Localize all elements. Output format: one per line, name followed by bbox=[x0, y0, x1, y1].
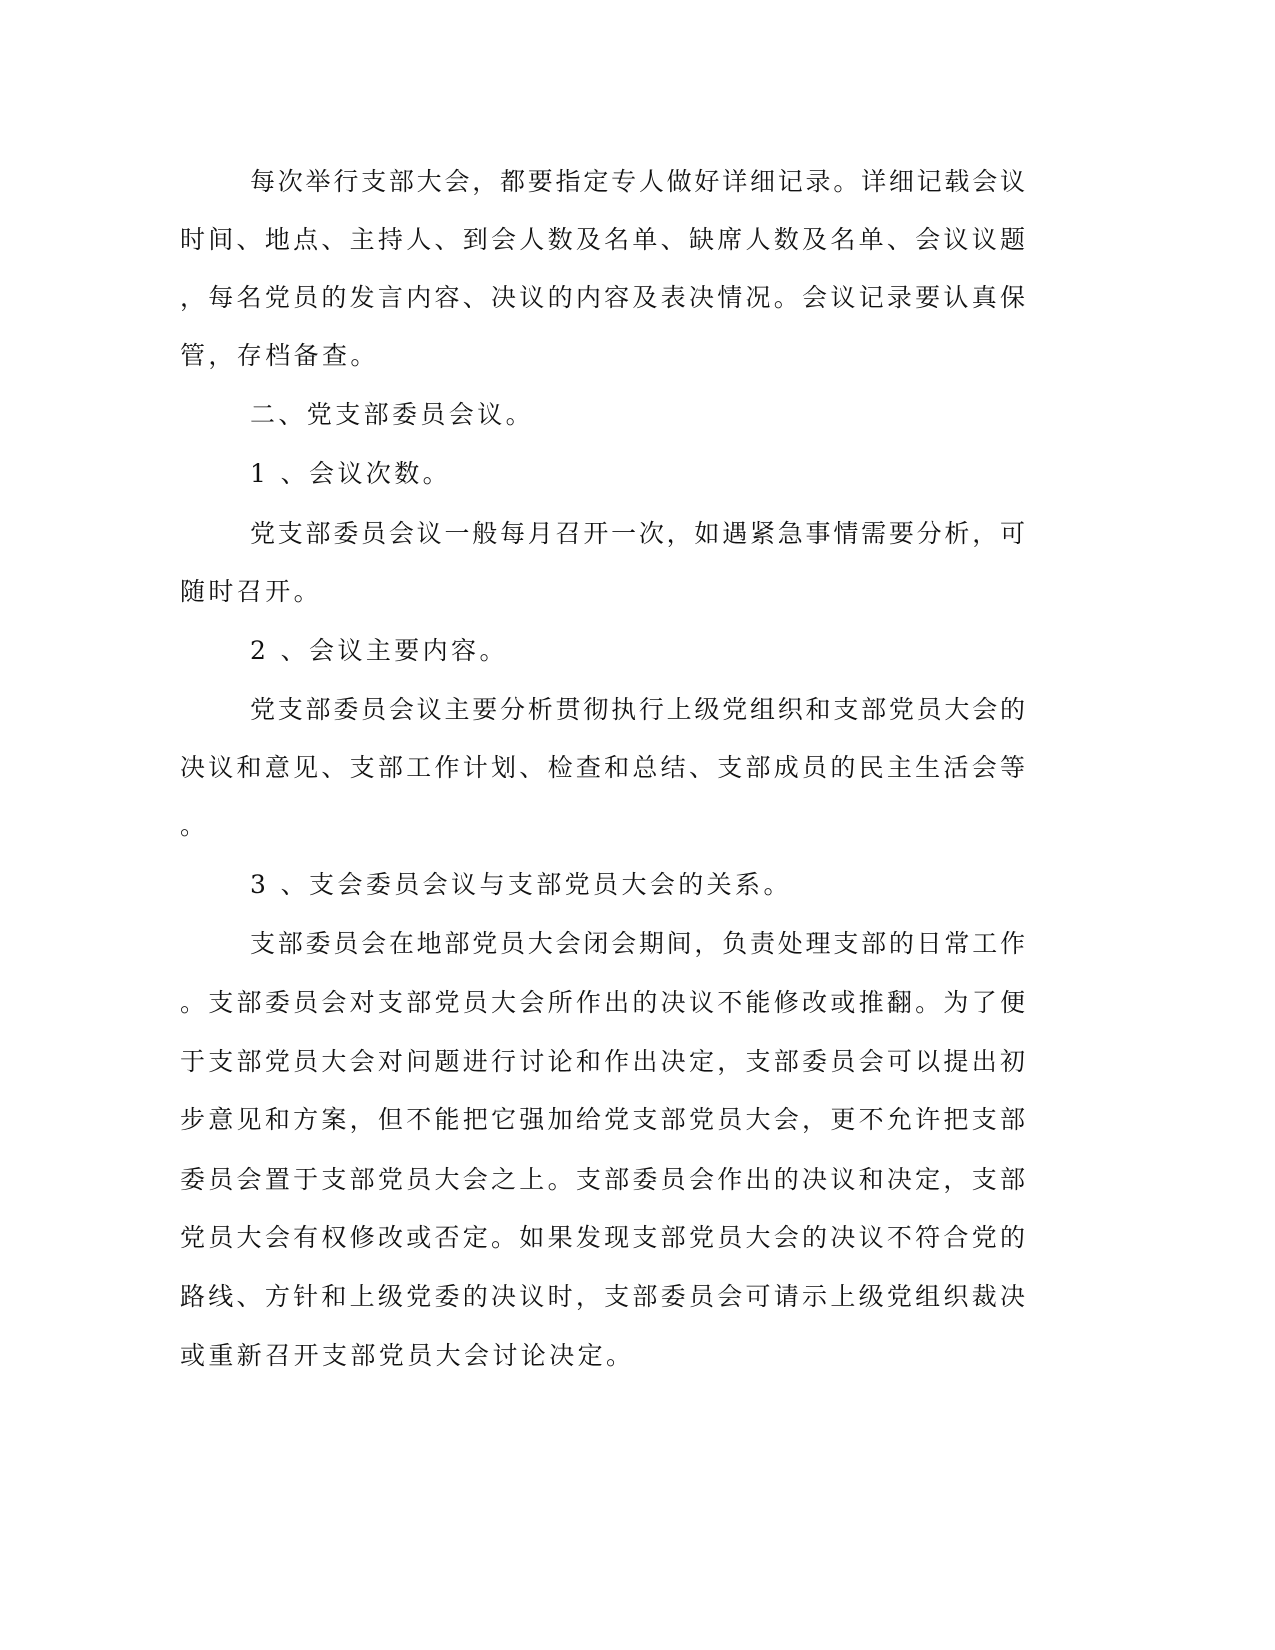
subsection-heading: 2 、会议主要内容。 bbox=[250, 636, 508, 665]
paragraph-line: 。支部委员会对支部党员大会所作出的决议不能修改或推翻。为了便 bbox=[180, 988, 1025, 1017]
paragraph-line: ，每名党员的发言内容、决议的内容及表决情况。会议记录要认真保 bbox=[180, 283, 1025, 312]
paragraph-line: 随时召开。 bbox=[180, 577, 323, 606]
paragraph-line: 于支部党员大会对问题进行讨论和作出决定，支部委员会可以提出初 bbox=[180, 1047, 1025, 1076]
paragraph-line: 支部委员会在地部党员大会闭会期间，负责处理支部的日常工作 bbox=[250, 929, 1025, 958]
subsection-heading: 1 、会议次数。 bbox=[250, 459, 452, 488]
paragraph-line: 。 bbox=[180, 811, 209, 840]
paragraph-line: 管，存档备查。 bbox=[180, 341, 379, 370]
paragraph-line: 决议和意见、支部工作计划、检查和总结、支部成员的民主生活会等 bbox=[180, 753, 1025, 782]
paragraph-line: 委员会置于支部党员大会之上。支部委员会作出的决议和决定，支部 bbox=[180, 1165, 1025, 1194]
paragraph-line: 每次举行支部大会，都要指定专人做好详细记录。详细记载会议 bbox=[250, 167, 1025, 196]
paragraph-line: 步意见和方案，但不能把它强加给党支部党员大会，更不允许把支部 bbox=[180, 1105, 1025, 1134]
paragraph-line: 党支部委员会议一般每月召开一次，如遇紧急事情需要分析，可 bbox=[250, 519, 1025, 548]
section-heading: 二、党支部委员会议。 bbox=[250, 400, 535, 429]
paragraph-line: 时间、地点、主持人、到会人数及名单、缺席人数及名单、会议议题 bbox=[180, 225, 1025, 254]
paragraph-line: 路线、方针和上级党委的决议时，支部委员会可请示上级党组织裁决 bbox=[180, 1282, 1025, 1311]
subsection-heading: 3 、支会委员会议与支部党员大会的关系。 bbox=[250, 870, 792, 899]
paragraph-line: 党支部委员会议主要分析贯彻执行上级党组织和支部党员大会的 bbox=[250, 695, 1025, 724]
paragraph-line: 或重新召开支部党员大会讨论决定。 bbox=[180, 1341, 635, 1370]
paragraph-line: 党员大会有权修改或否定。如果发现支部党员大会的决议不符合党的 bbox=[180, 1223, 1025, 1252]
